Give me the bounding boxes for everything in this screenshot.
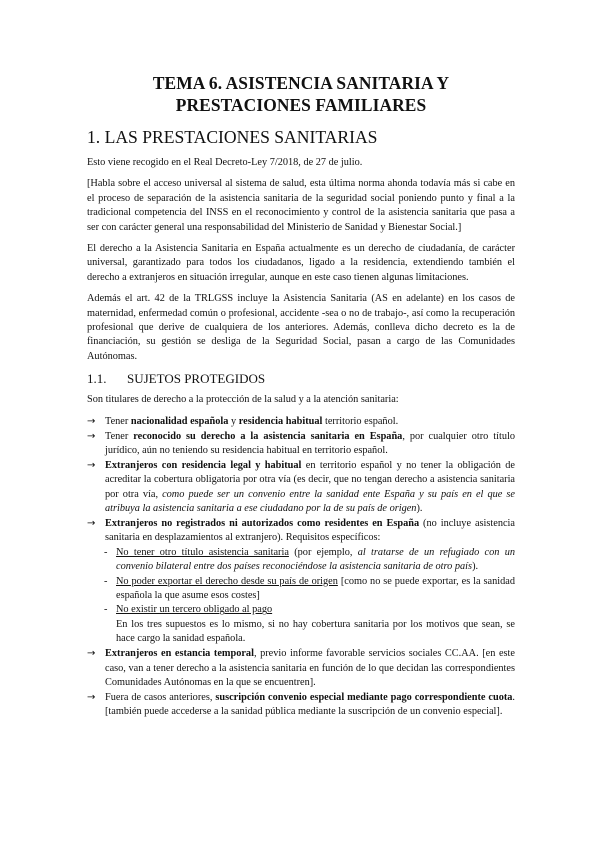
list-item: - No poder exportar el derecho desde su país de origen [como no se puede exportar, es la sanidad española la que asume esos costes] [104, 575, 515, 602]
arrow-icon: → [87, 430, 96, 442]
section-heading: 1. LAS PRESTACIONES SANITARIAS [87, 127, 378, 147]
list-item: → Extranjeros en estancia temporal, previo informe favorable servicios sociales CC.AA. [en este caso, van a tener derecho a la asistencia sanitaria en función de lo que decidan las correspondientes Comunidades Autónomas en la que se encuentren]. [87, 648, 515, 688]
subsection-heading: 1.1. SUJETOS PROTEGIDOS [87, 371, 266, 387]
list-item: → Extranjeros no registrados ni autorizados como residentes en España (no incluye asistencia sanitaria en desplazamientos al extranjero). Requisitos específicos: - No tener otro título asistencia sanitaria (por ejemplo, al tratarse de un refugiado con un convenio bilateral entre dos países reconociéndose la asistencia sanitaria de otro país). - No poder exportar el derecho desde su país de origen [como no se puede exportar, es la sanidad española la que asume esos costes] - No existir un tercero obligado al pago En los tres supuestos es lo mismo, si no hay cobertura sanitaria por los motivos que sean, se hace cargo la sanidad española. [87, 517, 515, 647]
list-item: → Extranjeros con residencia legal y habitual en territorio español y no tener la obligación de acreditar la cobertura obligatoria por otra vía (es decir, que no tengan derecho a asistencia sanitaria por otra vía, como puede ser un convenio entre la sanidad ente España y su país en el que se atribuya la asistencia sanitaria a ese ciudadano por la de su país de origen). [87, 459, 515, 515]
arrow-icon: → [87, 691, 96, 703]
paragraph-intro: Esto viene recogido en el Real Decreto-Ley 7/2018, de 27 de julio. [87, 157, 363, 168]
arrow-icon: → [87, 415, 96, 427]
list-item: → Tener nacionalidad española y residencia habitual territorio español. [87, 415, 515, 429]
dash-marker: - [104, 604, 108, 616]
list-item: → Fuera de casos anteriores, suscripción convenio especial mediante pago correspondiente cuota. [también puede accederse a la sanidad pública mediante la suscripción de un convenio especial]. [87, 691, 515, 718]
dash-marker: - [104, 575, 108, 587]
document-title: TEMA 6. ASISTENCIA SANITARIA Y PRESTACIONES FAMILIARES [152, 73, 450, 115]
protected-subjects-list [87, 415, 515, 720]
arrow-icon: → [87, 518, 96, 530]
document-page [87, 72, 515, 720]
paragraph-titulares: Son titulares de derecho a la protección de la salud y a la atención sanitaria: [87, 394, 399, 406]
requirements-list [87, 546, 515, 647]
arrow-icon: → [87, 648, 96, 660]
paragraph-note: [Habla sobre el acceso universal al sistema de salud, esta última norma ahonda todavía más si cabe en el proceso de separación de la asistencia sanitaria de la seguridad social poniendo punto y final a la tradicional competencia del INSS en el reconocimiento y control de la asistencia sanitaria que pasa a ser con carácter general una responsabilidad del Ministerio de Sanidad y Bienestar Social.] [87, 178, 515, 233]
list-item: - No tener otro título asistencia sanitaria (por ejemplo, al tratarse de un refugiado con un convenio bilateral entre dos países reconociéndose la asistencia sanitaria de otro país). [104, 546, 516, 573]
paragraph-art42: Además el art. 42 de la TRLGSS incluye la Asistencia Sanitaria (AS en adelante) en los casos de maternidad, enfermedad común o profesional, accidente -sea o no de trabajo-, así como la recuperación profesional que derive de cualquiera de los anteriores. Además, conlleva dicho decreto es la de financiación, su gestión se desliga de la Seguridad Social, pasan a cargo de las Comunidades Autónomas. [87, 293, 515, 362]
paragraph-right: El derecho a la Asistencia Sanitaria en España actualmente es un derecho de ciudadanía, de carácter universal, garantizado para todos los ciudadanos, ligado a la residencia, extendiendo también el derecho a extranjeros en situación irregular, aunque en este caso tienen algunas limitaciones. [87, 243, 515, 283]
list-item: → Tener reconocido su derecho a la asistencia sanitaria en España, por cualquier otro título jurídico, aún no teniendo su residencia habitual en territorio español. [87, 430, 516, 456]
list-item: - No existir un tercero obligado al pago En los tres supuestos es lo mismo, si no hay cobertura sanitaria por los motivos que sean, se hace cargo la sanidad española. [104, 604, 515, 645]
dash-marker: - [104, 546, 108, 558]
arrow-icon: → [87, 459, 96, 471]
